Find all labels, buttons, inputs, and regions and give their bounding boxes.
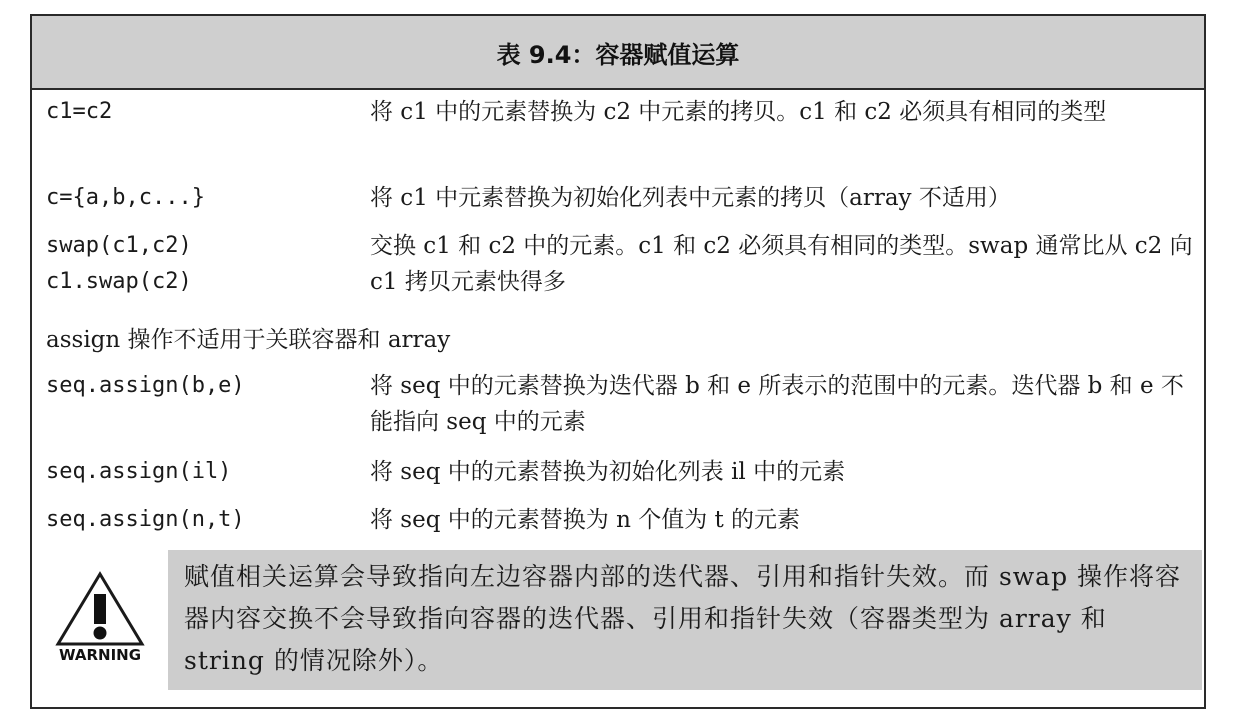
warning-label: WARNING bbox=[58, 646, 142, 664]
table-frame bbox=[30, 14, 1206, 709]
description-cell: 交换 c1 和 c2 中的元素。c1 和 c2 必须具有相同的类型。swap 通常比从 c2 向 c1 拷贝元素快得多 bbox=[370, 233, 1193, 295]
description-cell: 将 seq 中的元素替换为 n 个值为 t 的元素 bbox=[370, 507, 801, 533]
operation-cell: swap(c1,c2) bbox=[46, 233, 192, 258]
operation-cell: seq.assign(n,t) bbox=[46, 507, 245, 532]
note-text: assign 操作不适用于关联容器和 array bbox=[46, 327, 451, 353]
warning-section bbox=[32, 546, 1204, 696]
description-cell: 将 seq 中的元素替换为初始化列表 il 中的元素 bbox=[370, 459, 846, 485]
operation-cell-alt: c1.swap(c2) bbox=[46, 269, 192, 294]
operation-cell: c={a,b,c...} bbox=[46, 185, 205, 210]
operation-cell: c1=c2 bbox=[46, 99, 113, 124]
description-cell: 将 c1 中元素替换为初始化列表中元素的拷贝（array 不适用） bbox=[370, 185, 1011, 211]
table-title: 表 9.4：容器赋值运算 bbox=[32, 16, 1204, 90]
description-cell: 将 seq 中的元素替换为迭代器 b 和 e 所表示的范围中的元素。迭代器 b 和 e 不能指向 seq 中的元素 bbox=[370, 373, 1184, 435]
description-cell: 将 c1 中的元素替换为 c2 中元素的拷贝。c1 和 c2 必须具有相同的类型 bbox=[370, 99, 1107, 125]
operation-cell: seq.assign(b,e) bbox=[46, 373, 245, 398]
operation-cell: seq.assign(il) bbox=[46, 459, 232, 484]
warning-text: 赋值相关运算会导致指向左边容器内部的迭代器、引用和指针失效。而 swap 操作将容器内容交换不会导致指向容器的迭代器、引用和指针失效（容器类型为 array 和 string 的情况除外）。 bbox=[168, 550, 1202, 690]
